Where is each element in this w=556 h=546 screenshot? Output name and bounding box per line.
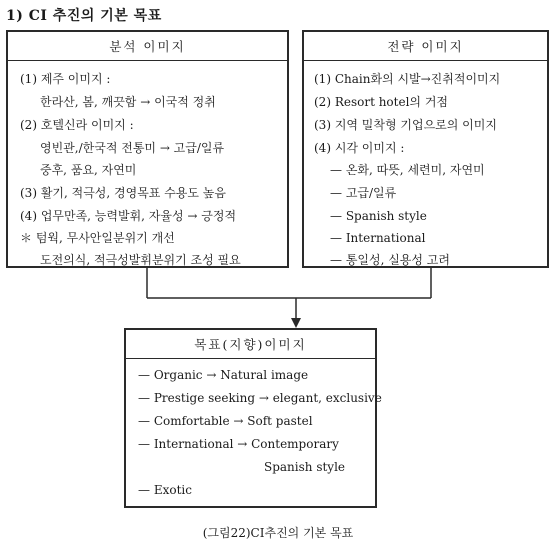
- strategy-line: (1) Chain화의 시발→진취적이미지: [314, 72, 501, 86]
- analysis-line: ＊ 텀웍, 무사안일분위기 개선: [20, 231, 175, 245]
- analysis-box-title: 분석 이미지: [8, 32, 287, 61]
- strategy-box-title: 전략 이미지: [304, 32, 547, 61]
- target-line: — International → Contemporary: [138, 437, 339, 451]
- strategy-line: (3) 지역 밀착형 기업으로의 이미지: [314, 118, 497, 132]
- figure-caption: (그림22)CI추진의 기본 목표: [202, 526, 354, 540]
- strategy-line: (4) 시각 이미지 :: [314, 141, 405, 155]
- analysis-line: 중후, 품요, 자연미: [40, 163, 137, 177]
- target-line: — Prestige seeking → elegant, exclusive: [138, 391, 382, 405]
- arrow-down-icon: [291, 318, 301, 328]
- target-line: — Comfortable → Soft pastel: [138, 414, 313, 428]
- strategy-image-box: [302, 30, 549, 268]
- analysis-line: (4) 업무만족, 능력발휘, 자율성 → 긍정적: [20, 209, 237, 223]
- analysis-image-box: [6, 30, 289, 268]
- strategy-line: — 통일성, 실용성 고려: [330, 253, 450, 267]
- strategy-line: — Spanish style: [330, 209, 427, 223]
- strategy-line: — 온화, 따뜻, 세련미, 자연미: [330, 163, 485, 177]
- strategy-line: — International: [330, 231, 426, 245]
- analysis-line: (1) 제주 이미지 :: [20, 72, 111, 86]
- target-line: — Exotic: [138, 483, 192, 497]
- analysis-line: 영빈관,/한국적 전통미 → 고급/일류: [40, 141, 225, 155]
- analysis-line: (2) 호텔신라 이미지 :: [20, 118, 134, 132]
- strategy-line: — 고급/일류: [330, 186, 397, 200]
- target-image-box: [124, 328, 382, 508]
- analysis-line: 도전의식, 적극성발휘분위기 조성 필요: [40, 253, 241, 267]
- section-heading: 1) CI 추진의 기본 목표: [6, 8, 162, 24]
- analysis-line: 한라산, 봄, 깨끗함 → 이국적 정취: [40, 95, 216, 109]
- strategy-line: (2) Resort hotel의 거점: [314, 95, 449, 109]
- target-box-title: 목표(지향)이미지: [126, 330, 375, 359]
- target-line: — Organic → Natural image: [138, 368, 309, 382]
- target-line: Spanish style: [264, 460, 346, 474]
- analysis-line: (3) 활기, 적극성, 경영목표 수용도 높음: [20, 186, 226, 200]
